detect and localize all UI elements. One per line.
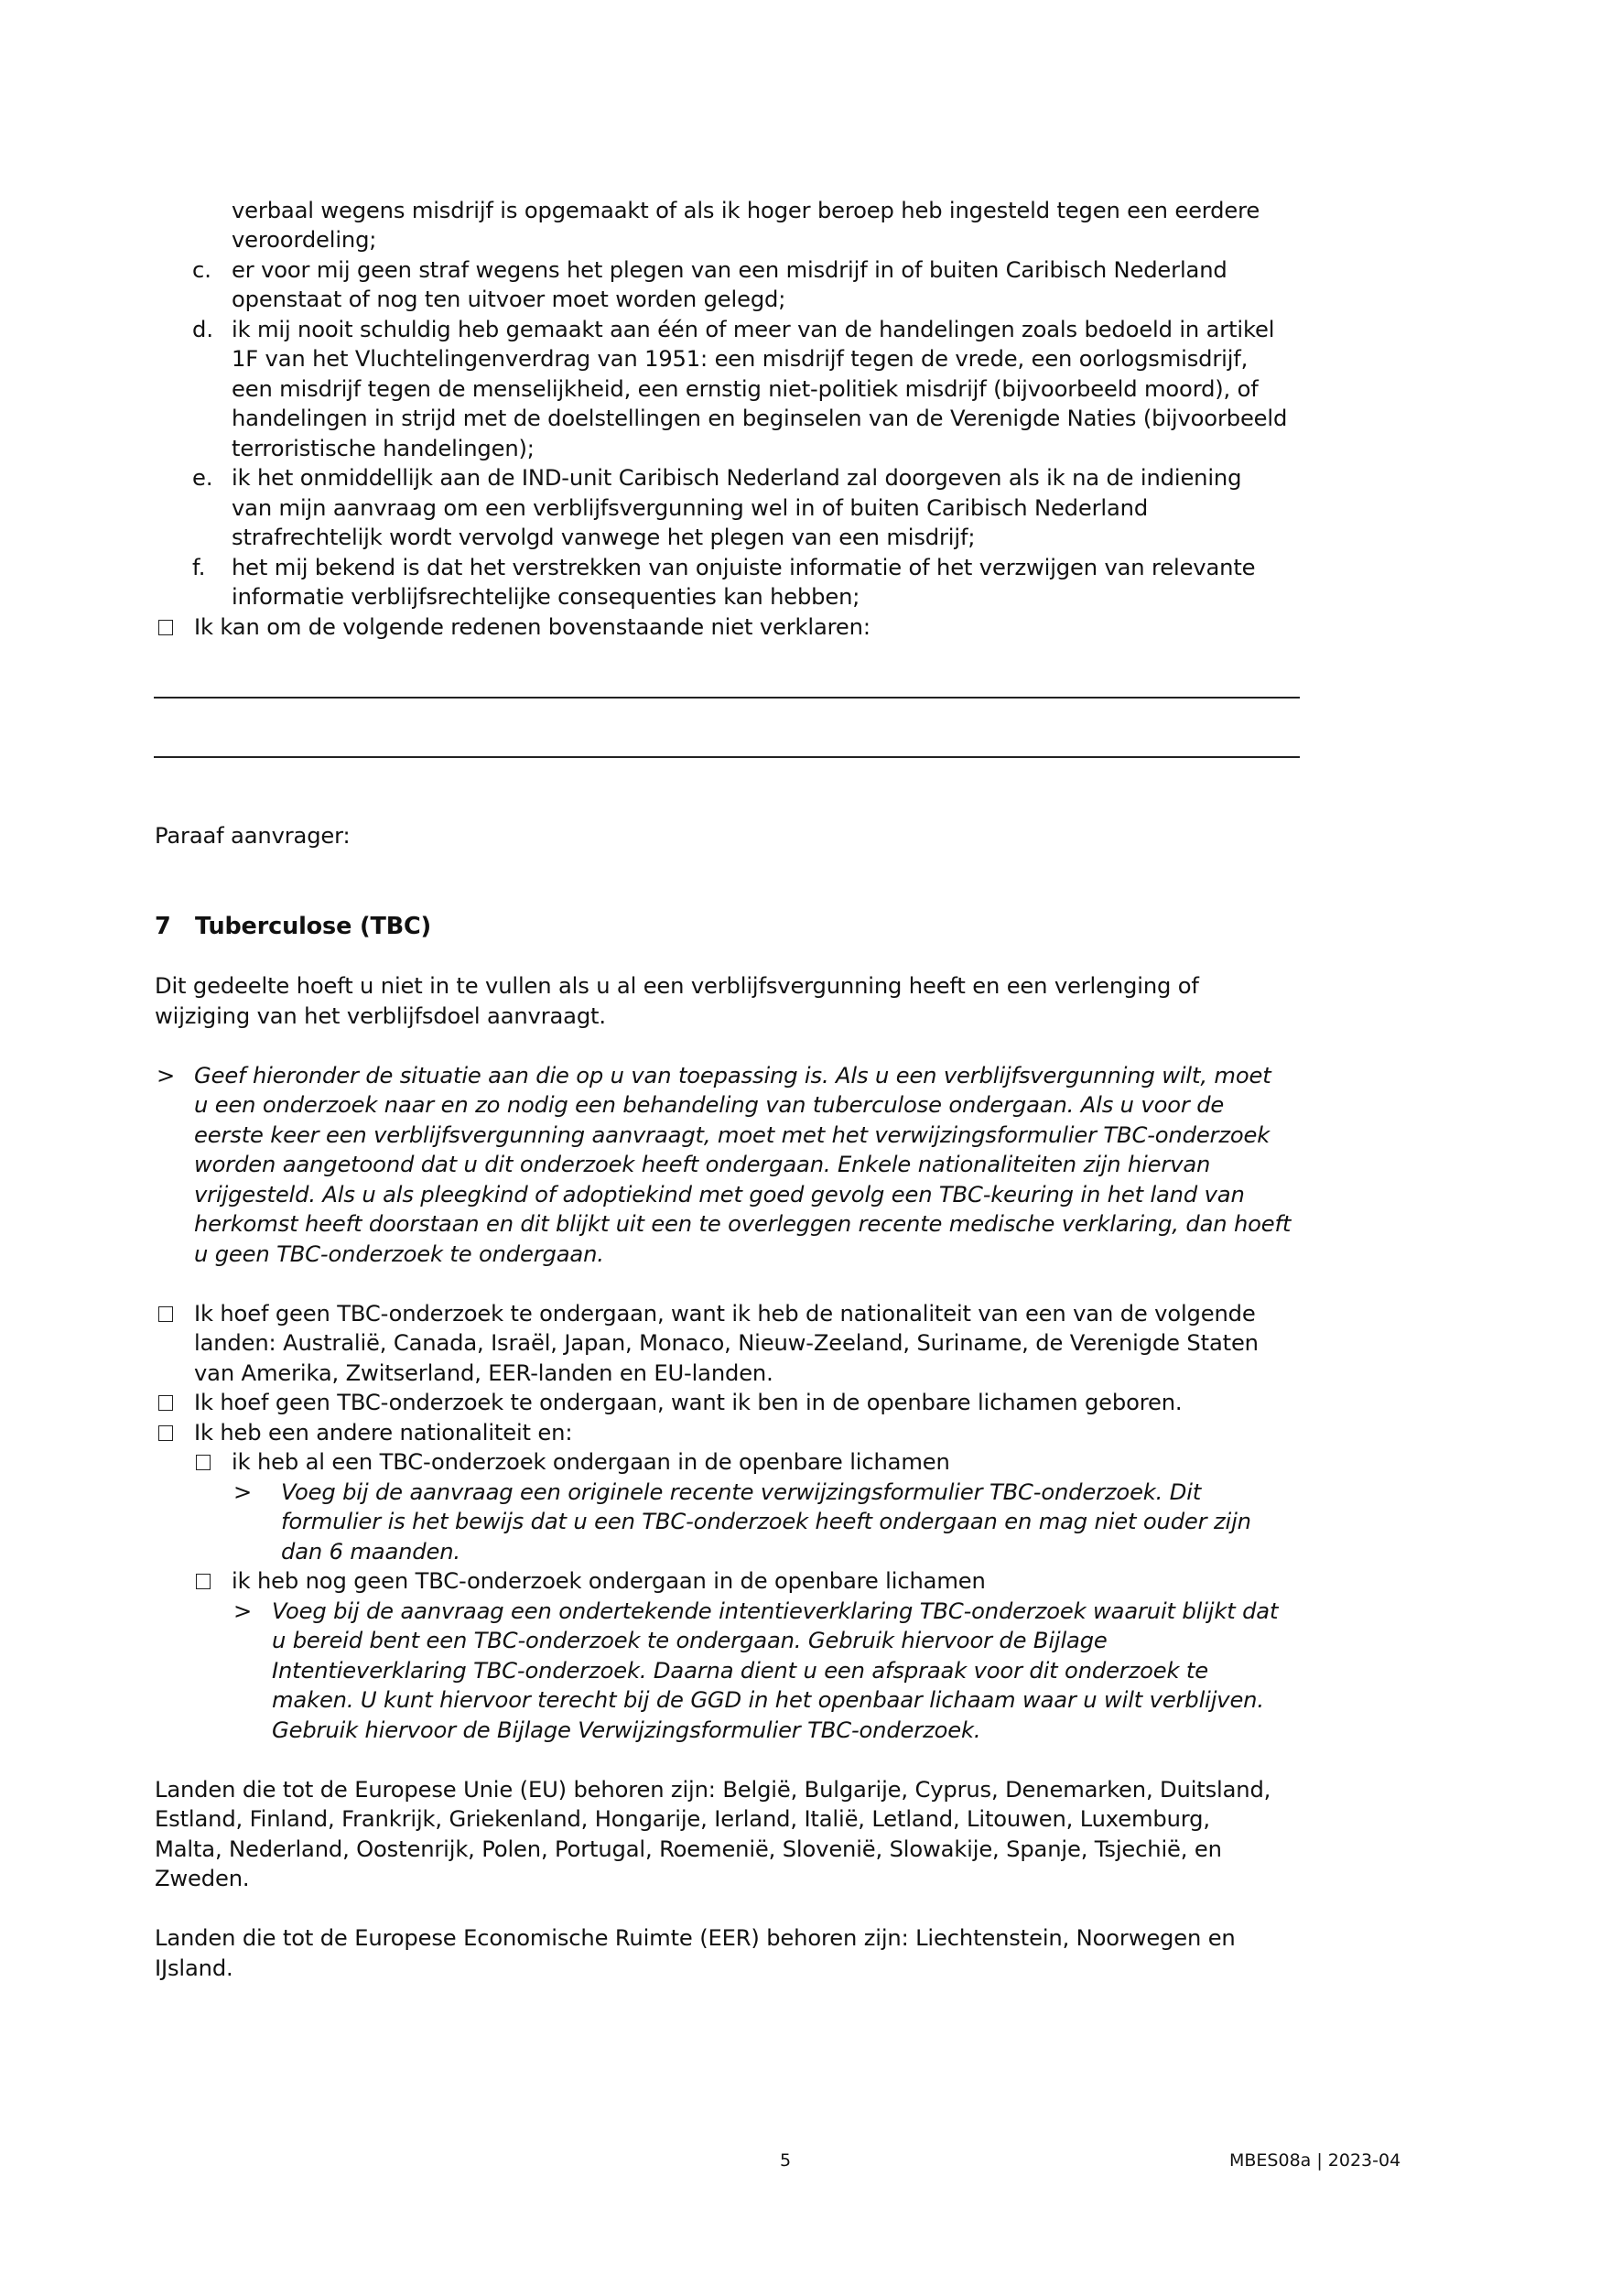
option-nationality-exempt-line: van Amerika, Zwitserland, EER-landen en EU-landen. — [194, 1360, 773, 1386]
option-nationality-exempt-checkbox[interactable] — [158, 1306, 173, 1322]
intro-line: wijziging van het verblijfsdoel aanvraagt. — [155, 1003, 606, 1029]
instruction-line: worden aangetoond dat u dit onderzoek heeft ondergaan. Enkele nationaliteiten zijn hiervan — [194, 1152, 1211, 1177]
item-e-line: strafrechtelijk wordt vervolgd vanwege het plegen van een misdrijf; — [232, 525, 976, 550]
item-d-line: 1F van het Vluchtelingenverdrag van 1951: een misdrijf tegen de vrede, een oorlogsmisdrijf, — [232, 346, 1249, 372]
list-marker-d: d. — [192, 317, 214, 342]
sub-option-already-tested-checkbox[interactable] — [196, 1455, 211, 1470]
option-nationality-exempt-line: Ik hoef geen TBC-onderzoek te ondergaan, want ik heb de nationaliteit van een van de volgende — [194, 1301, 1256, 1327]
eer-countries-line: Landen die tot de Europese Economische Ruimte (EER) behoren zijn: Liechtenstein, Noorwegen en — [155, 1925, 1236, 1951]
sub-option-not-yet-tested-checkbox[interactable] — [196, 1574, 211, 1589]
eu-countries-line: Zweden. — [155, 1866, 250, 1891]
instruction-line: u geen TBC-onderzoek te ondergaan. — [194, 1241, 604, 1267]
note-arrow-icon: > — [233, 1479, 253, 1505]
item-d-line: handelingen in strijd met de doelstellingen en beginselen van de Verenigde Naties (bijvoorbeeld — [232, 406, 1288, 431]
instruction-line: eerste keer een verblijfsvergunning aanvraagt, moet met het verwijzingsformulier TBC-onderzoek — [194, 1122, 1271, 1148]
item-f-line: informatie verblijfsrechtelijke consequenties kan hebben; — [232, 584, 860, 610]
instruction-line: vrijgesteld. Als u als pleegkind of adoptiekind met goed gevolg een TBC-keuring in het land van — [194, 1182, 1245, 1208]
sub-option-note-line: formulier is het bewijs dat u een TBC-onderzoek heeft ondergaan en mag niet ouder zijn — [281, 1509, 1251, 1534]
item-f-line: het mij bekend is dat het verstrekken van onjuiste informatie of het verzwijgen van relevante — [232, 555, 1256, 580]
option-nationality-exempt-line: landen: Australië, Canada, Israël, Japan, Monaco, Nieuw-Zeeland, Suriname, de Verenigde Staten — [194, 1330, 1259, 1356]
eer-countries-line: IJsland. — [155, 1955, 233, 1981]
note-arrow-icon: > — [233, 1598, 253, 1624]
section-number: 7 — [155, 913, 171, 940]
option-born-in-public-bodies-checkbox[interactable] — [158, 1395, 173, 1411]
sub-option-note-line: maken. U kunt hiervoor terecht bij de GGD in het openbaar lichaam waar u wilt verblijven. — [272, 1687, 1264, 1713]
eu-countries-line: Estland, Finland, Frankrijk, Griekenland, Hongarije, Ierland, Italië, Letland, Litouwen, Luxemburg, — [155, 1806, 1210, 1832]
item-d-line: een misdrijf tegen de menselijkheid, een ernstig niet-politiek misdrijf (bijvoorbeeld moord), of — [232, 376, 1259, 402]
page-number: 5 — [780, 2150, 792, 2171]
form-code: MBES08a | 2023-04 — [1229, 2150, 1401, 2171]
sub-option-not-yet-tested-label: ik heb nog geen TBC-onderzoek ondergaan in de openbare lichamen — [232, 1568, 986, 1594]
instruction-line: herkomst heeft doorstaan en dit blijkt uit een te overleggen recente medische verklaring, dan hoeft — [194, 1211, 1292, 1237]
reason-input-line-1[interactable] — [154, 697, 1300, 699]
sub-option-note-line: Voeg bij de aanvraag een ondertekende intentieverklaring TBC-onderzoek waaruit blijkt dat — [272, 1598, 1279, 1624]
eu-countries-line: Malta, Nederland, Oostenrijk, Polen, Portugal, Roemenië, Slovenië, Slowakije, Spanje, Tsjechië, en — [155, 1836, 1222, 1862]
instruction-line: Geef hieronder de situatie aan die op u van toepassing is. Als u een verblijfsvergunning wilt, moet — [194, 1063, 1271, 1088]
item-d-line: ik mij nooit schuldig heb gemaakt aan één of meer van de handelingen zoals bedoeld in artikel — [232, 317, 1275, 342]
instruction-arrow-icon: > — [157, 1063, 176, 1088]
option-other-nationality-checkbox[interactable] — [158, 1425, 173, 1441]
sub-option-note-line: Voeg bij de aanvraag een originele recente verwijzingsformulier TBC-onderzoek. Dit — [281, 1479, 1202, 1505]
instruction-line: u een onderzoek naar en zo nodig een behandeling van tuberculose ondergaan. Als u voor de — [194, 1092, 1225, 1118]
cannot-declare-checkbox[interactable] — [158, 620, 173, 635]
initials-label: Paraaf aanvrager: — [155, 823, 351, 849]
sub-option-note-line: Intentieverklaring TBC-onderzoek. Daarna dient u een afspraak voor dit onderzoek te — [272, 1658, 1208, 1684]
eu-countries-line: Landen die tot de Europese Unie (EU) behoren zijn: België, Bulgarije, Cyprus, Denemarken, Duitsland, — [155, 1777, 1271, 1803]
item-e-line: ik het onmiddellijk aan de IND-unit Caribisch Nederland zal doorgeven als ik na de indiening — [232, 465, 1242, 491]
item-c-line: openstaat of nog ten uitvoer moet worden gelegd; — [232, 287, 786, 312]
option-born-in-public-bodies-label: Ik hoef geen TBC-onderzoek te ondergaan, want ik ben in de openbare lichamen geboren. — [194, 1390, 1183, 1415]
intro-line: Dit gedeelte hoeft u niet in te vullen als u al een verblijfsvergunning heeft en een verlenging of — [155, 973, 1199, 999]
list-marker-f: f. — [192, 555, 206, 580]
sub-option-already-tested-label: ik heb al een TBC-onderzoek ondergaan in de openbare lichamen — [232, 1449, 950, 1475]
item-b-line: verbaal wegens misdrijf is opgemaakt of als ik hoger beroep heb ingesteld tegen een eerdere — [232, 198, 1260, 223]
section-title: Tuberculose (TBC) — [195, 913, 432, 940]
item-c-line: er voor mij geen straf wegens het plegen van een misdrijf in of buiten Caribisch Nederland — [232, 257, 1227, 283]
item-b-line: veroordeling; — [232, 227, 377, 253]
list-marker-e: e. — [192, 465, 213, 491]
sub-option-note-line: dan 6 maanden. — [281, 1539, 460, 1565]
sub-option-note-line: u bereid bent een TBC-onderzoek te ondergaan. Gebruik hiervoor de Bijlage — [272, 1628, 1108, 1653]
sub-option-note-line: Gebruik hiervoor de Bijlage Verwijzingsformulier TBC-onderzoek. — [272, 1717, 981, 1743]
item-e-line: van mijn aanvraag om een verblijfsvergunning wel in of buiten Caribisch Nederland — [232, 495, 1149, 521]
list-marker-c: c. — [192, 257, 211, 283]
reason-input-line-2[interactable] — [154, 756, 1300, 758]
cannot-declare-label: Ik kan om de volgende redenen bovenstaande niet verklaren: — [194, 614, 870, 640]
option-other-nationality-label: Ik heb een andere nationaliteit en: — [194, 1420, 573, 1446]
item-d-line: terroristische handelingen); — [232, 436, 535, 461]
